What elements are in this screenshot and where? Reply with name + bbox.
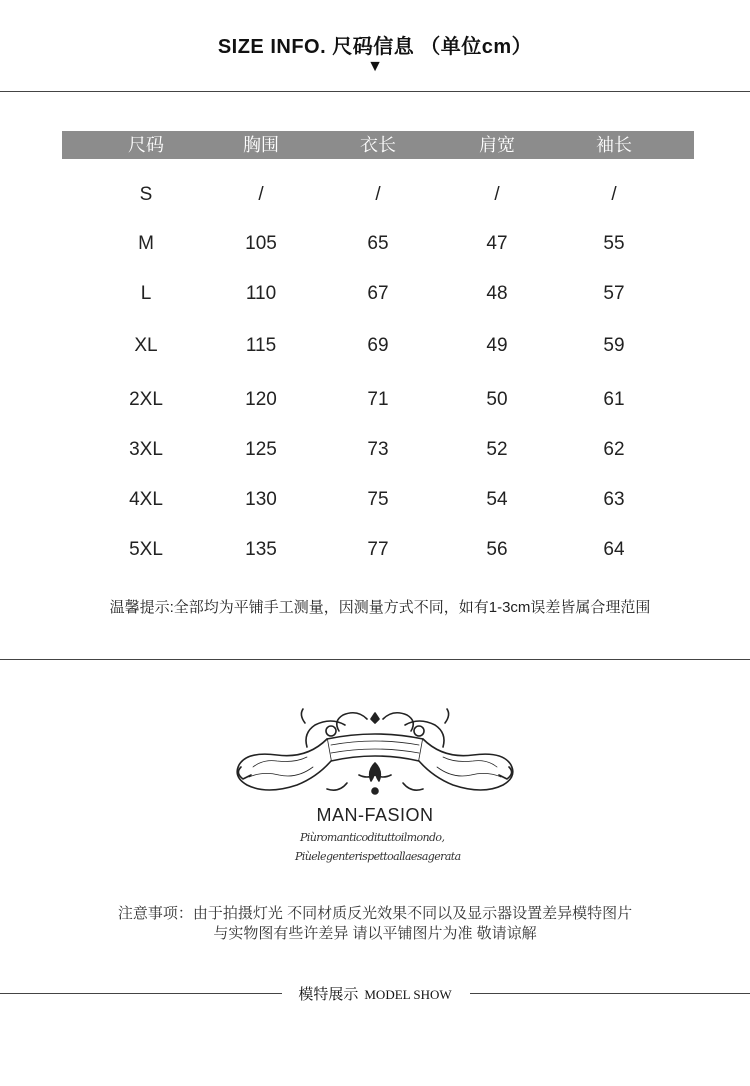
table-cell: L: [140, 283, 152, 304]
table-cell: 57: [603, 283, 625, 304]
table-cell: 3XL: [129, 439, 163, 460]
table-row: [0, 485, 750, 515]
table-row: [0, 535, 750, 565]
model-show-heading: [0, 983, 750, 1004]
notice-text: [0, 904, 750, 944]
ribbon-crest-logo-icon: [235, 705, 515, 815]
table-cell: 54: [486, 489, 508, 510]
table-cell: 73: [367, 439, 389, 460]
column-header-sleeve: 袖长: [596, 135, 632, 155]
column-header-shoulder: 肩宽: [479, 135, 515, 155]
table-cell: 71: [367, 389, 389, 410]
table-cell: 49: [486, 335, 508, 356]
brand-tagline: Piùelegenterispettoallaesagerata: [295, 850, 461, 863]
brand-name: MAN-FASION: [316, 805, 434, 825]
table-row: [0, 229, 750, 259]
column-header-size: 尺码: [128, 135, 164, 155]
measurement-note: 温馨提示:全部均为平铺手工测量，因测量方式不同，如有1-3cm误差皆属合理范围: [109, 599, 651, 616]
table-cell: XL: [134, 335, 158, 356]
table-cell: 47: [486, 233, 508, 254]
table-cell: 64: [603, 539, 625, 560]
table-cell: 2XL: [129, 389, 163, 410]
table-cell: /: [611, 184, 617, 205]
model-show-zh: 模特展示: [298, 986, 359, 1003]
table-row: [0, 385, 750, 415]
table-cell: /: [494, 184, 500, 205]
table-row: [0, 279, 750, 309]
table-cell: 50: [486, 389, 508, 410]
table-cell: 52: [486, 439, 508, 460]
table-cell: 48: [486, 283, 508, 304]
table-cell: 61: [603, 389, 625, 410]
table-cell: /: [375, 184, 381, 205]
table-cell: 110: [245, 283, 277, 304]
column-header-chest: 胸围: [243, 135, 279, 155]
table-cell: 59: [603, 335, 625, 356]
table-cell: 130: [245, 489, 277, 510]
table-cell: M: [138, 233, 154, 254]
divider: [0, 91, 750, 92]
down-arrow-icon: ▼: [367, 58, 383, 75]
model-show-en: MODEL SHOW: [364, 987, 452, 1002]
table-row: [0, 180, 750, 210]
table-row: [0, 435, 750, 465]
table-cell: 5XL: [129, 539, 163, 560]
divider: [0, 659, 750, 660]
column-header-length: 衣长: [360, 135, 396, 155]
table-cell: 75: [367, 489, 389, 510]
notice-line: 注意事项：由于拍摄灯光 不同材质反光效果不同以及显示器设置差异模特图片: [117, 905, 633, 922]
table-cell: 67: [367, 283, 389, 304]
table-cell: /: [258, 184, 264, 205]
table-row: [0, 331, 750, 361]
table-cell: 55: [603, 233, 625, 254]
page-title: SIZE INFO. 尺码信息 （单位cm）: [217, 36, 533, 58]
table-cell: 135: [245, 539, 277, 560]
table-cell: 63: [603, 489, 625, 510]
table-cell: 77: [367, 539, 389, 560]
brand-tagline: Piùromanticodituttoilmondo,: [300, 831, 445, 844]
table-cell: 56: [486, 539, 508, 560]
table-cell: 120: [245, 389, 277, 410]
table-cell: 62: [603, 439, 625, 460]
table-cell: 65: [367, 233, 389, 254]
table-cell: 105: [245, 233, 277, 254]
table-cell: 69: [367, 335, 389, 356]
table-cell: 115: [245, 335, 277, 356]
table-cell: S: [139, 184, 153, 205]
notice-line: 与实物图有些许差异 请以平铺图片为准 敬请谅解: [213, 925, 537, 942]
table-cell: 125: [245, 439, 277, 460]
table-cell: 4XL: [129, 489, 163, 510]
